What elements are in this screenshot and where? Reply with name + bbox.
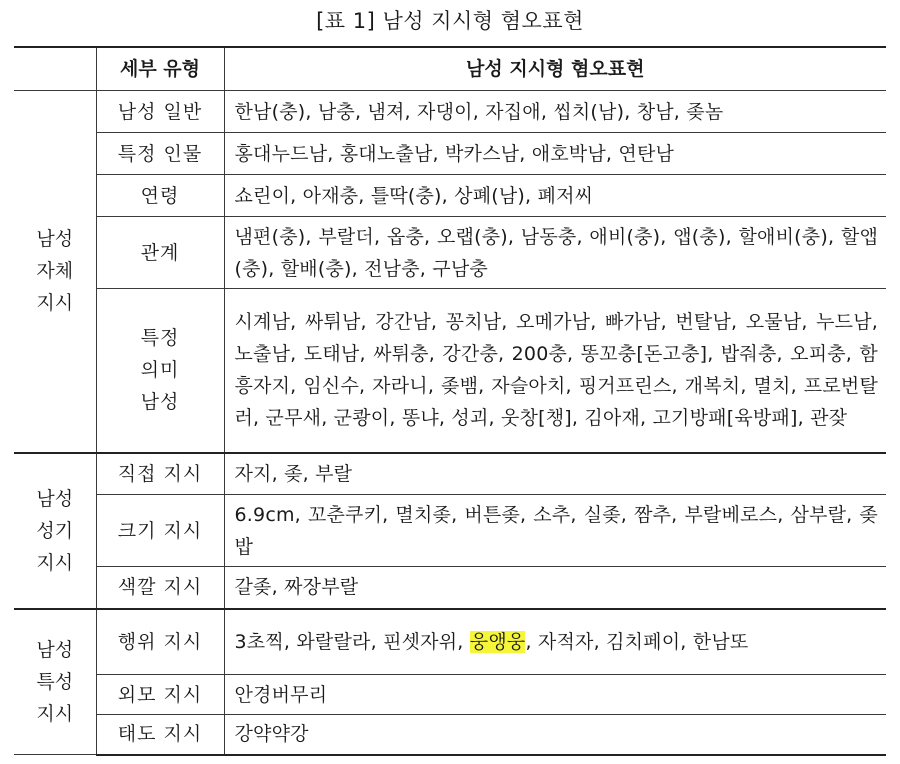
table-row: [14, 91, 886, 133]
table-row: [14, 217, 886, 289]
expression-text: , 자적자, 김치페이, 한남또: [525, 630, 749, 653]
expression-cell: 6.9cm, 꼬춘쿠키, 멸치좆, 버튼좆, 소추, 실좆, 짬추, 부랄베로스, 삼부랄, 좆밥: [224, 495, 886, 567]
subtype-cell: 관계: [96, 217, 224, 289]
subtype-cell: 특정 인물: [96, 133, 224, 175]
expression-cell: 강약약강: [224, 715, 886, 755]
subtype-cell: 남성 일반: [96, 91, 224, 133]
subtype-cell: 특정 의미 남성: [96, 289, 224, 453]
subtype-cell: 외모 지시: [96, 675, 224, 715]
hate-speech-table: [14, 46, 886, 756]
table-header-row: [14, 47, 886, 91]
table-row: [14, 453, 886, 495]
category-cell: 남성 자체 지시: [14, 91, 96, 453]
subtype-cell: 직접 지시: [96, 453, 224, 495]
table-title: [표 1] 남성 지시형 혐오표현: [316, 9, 584, 33]
category-cell: 남성 특성 지시: [14, 609, 96, 755]
expression-cell: [224, 609, 886, 675]
table-row: [14, 675, 886, 715]
header-subtype: 세부 유형: [96, 47, 224, 91]
expression-cell: 시계남, 싸튀남, 강간남, 꽁치남, 오메가남, 빠가남, 번탈남, 오물남, 누드남, 노출남, 도태남, 싸튀충, 강간충, 200충, 똥꼬충[돈고충], 밥줘충, 오피충, 함흥자지, 임신수, 자라니, 좆뱀, 자슬아치, 핑거프린스, 개복치, 멸치, 프로번탈러, 군무새, 군쾅이, 똥냐, 성괴, 웃창[챙], 김아재, 고기방패[육방패], 관잦: [224, 289, 886, 453]
subtype-cell: 행위 지시: [96, 609, 224, 675]
expression-cell: 냄편(충), 부랄더, 옵충, 오랩(충), 남동충, 애비(충), 앱(충), 할애비(충), 할앱(충), 할배(충), 전남충, 구남충: [224, 217, 886, 289]
table-row: [14, 495, 886, 567]
highlighted-term: 웅앵웅: [469, 630, 526, 653]
table-row: [14, 567, 886, 609]
expression-text: 3초찍, 와랄랄라, 핀셋자위,: [234, 630, 470, 653]
table-row: [14, 175, 886, 217]
expression-cell: 한남(충), 남충, 냄져, 자댕이, 자집애, 씹치(남), 창남, 좆놈: [224, 91, 886, 133]
category-cell: 남성 성기 지시: [14, 453, 96, 609]
header-blank: [14, 47, 96, 91]
header-expression: 남성 지시형 혐오표현: [224, 47, 886, 91]
table-row: [14, 715, 886, 755]
expression-cell: 갈좆, 짜장부랄: [224, 567, 886, 609]
subtype-cell: 태도 지시: [96, 715, 224, 755]
subtype-cell: 연령: [96, 175, 224, 217]
table-row: [14, 609, 886, 675]
subtype-cell: 색깔 지시: [96, 567, 224, 609]
expression-cell: 홍대누드남, 홍대노출남, 박카스남, 애호박남, 연탄남: [224, 133, 886, 175]
table-row: [14, 289, 886, 453]
subtype-cell: 크기 지시: [96, 495, 224, 567]
expression-cell: 쇼린이, 아재충, 틀딱(충), 상폐(남), 폐저씨: [224, 175, 886, 217]
expression-cell: 안경버무리: [224, 675, 886, 715]
expression-cell: 자지, 좆, 부랄: [224, 453, 886, 495]
table-row: [14, 133, 886, 175]
